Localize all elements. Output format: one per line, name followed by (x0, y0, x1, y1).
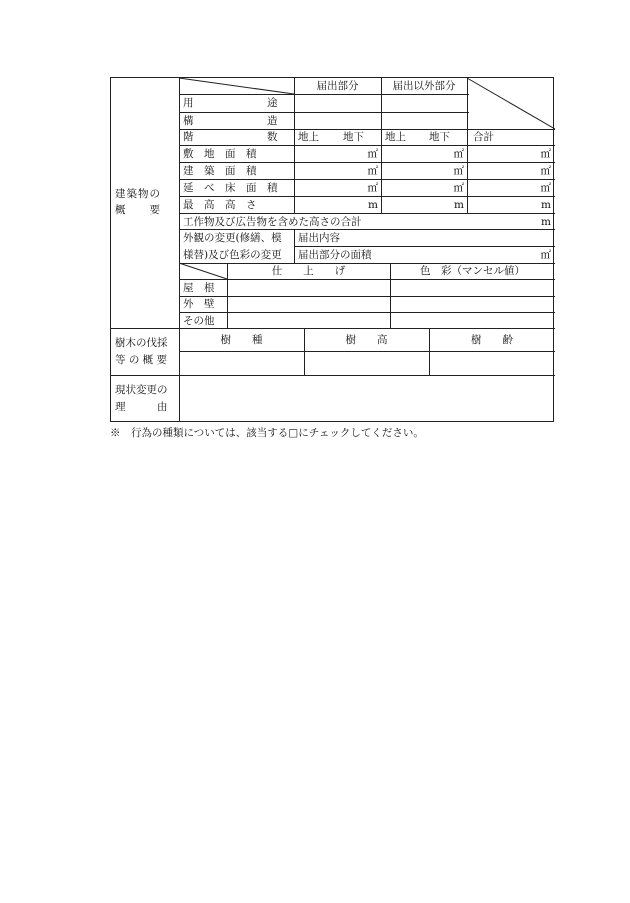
header-notified-part: 届出部分 (316, 80, 359, 92)
header-other-part: 届出以外部分 (392, 80, 456, 92)
notified-area-label: 届出部分の面積 (298, 249, 372, 261)
other-label: その他 (183, 315, 215, 327)
unit-sqm: ㎡ (367, 165, 378, 177)
unit-meter: m (368, 199, 378, 211)
unit-sqm: ㎡ (540, 249, 551, 261)
row-divider (179, 145, 555, 146)
tree-height-header: 樹 高 (345, 334, 388, 346)
reason-section-label: 現状変更の (115, 384, 168, 396)
row-divider (294, 246, 555, 247)
combined-height-label: 工作物及び広告物を含めた高さの合計 (183, 216, 362, 228)
unit-sqm: ㎡ (367, 148, 378, 160)
row-label-building-area: 建 築 面 積 (183, 165, 257, 177)
unit-sqm: ㎡ (540, 182, 551, 194)
floors-above-label: 地上 (385, 131, 406, 143)
row-label-site-area: 敷 地 面 積 (183, 148, 257, 160)
trees-section-label: 樹木の伐採 (115, 337, 168, 349)
row-divider (179, 263, 555, 264)
unit-sqm: ㎡ (453, 165, 464, 177)
unit-meter: m (541, 216, 551, 228)
reason-section-label: 理 由 (115, 401, 168, 413)
row-divider (179, 162, 555, 163)
building-section-label: 概 要 (115, 204, 161, 216)
unit-meter: m (454, 199, 464, 211)
row-divider (179, 351, 555, 352)
row-divider (179, 196, 555, 197)
color-header: 色 彩（マンセル値） (420, 265, 525, 277)
floors-total-label: 合計 (473, 131, 494, 143)
section-divider (179, 78, 180, 328)
header-diagonal-line (467, 78, 555, 129)
unit-sqm: ㎡ (367, 182, 378, 194)
unit-sqm: ㎡ (453, 182, 464, 194)
row-divider (179, 213, 555, 214)
row-divider (179, 129, 555, 130)
notified-content-label: 届出内容 (298, 232, 340, 244)
finish-header: 仕 上 げ (271, 265, 346, 277)
header-diagonal-line (179, 78, 294, 94)
tree-species-header: 樹 種 (220, 334, 263, 346)
form-table (110, 77, 554, 422)
row-label-floor-area: 延 べ 床 面 積 (183, 182, 278, 194)
finish-diagonal-line (179, 263, 227, 279)
wall-label: 外 壁 (183, 298, 215, 310)
tree-age-header: 樹 齢 (471, 334, 513, 346)
section-divider (111, 328, 555, 329)
row-divider (179, 296, 555, 297)
row-label-use: 用 途 (183, 97, 278, 109)
row-label-structure: 構 造 (183, 115, 278, 127)
row-divider (179, 94, 469, 95)
unit-meter: m (541, 199, 551, 211)
appearance-change-label: 外観の変更(修繕、模 (183, 232, 282, 244)
row-divider (179, 179, 555, 180)
footnote: ※ 行為の種類については、該当する□にチェックしてください。 (110, 427, 424, 439)
row-divider (179, 279, 555, 280)
row-divider (179, 312, 555, 313)
row-divider (179, 112, 469, 113)
appearance-change-label: 様替)及び色彩の変更 (183, 249, 282, 261)
row-label-floors: 階 数 (183, 131, 278, 143)
unit-sqm: ㎡ (540, 165, 551, 177)
floors-below-label: 地下 (343, 131, 364, 143)
section-divider (111, 375, 555, 376)
trees-section-label: 等 の 概 要 (115, 354, 168, 366)
row-divider (179, 229, 555, 230)
floors-below-label: 地下 (429, 131, 450, 143)
floors-above-label: 地上 (298, 131, 319, 143)
row-label-max-height: 最 高 高 さ (183, 199, 257, 211)
building-section-label: 建築物の (115, 188, 161, 200)
unit-sqm: ㎡ (540, 148, 551, 160)
unit-sqm: ㎡ (453, 148, 464, 160)
roof-label: 屋 根 (183, 282, 215, 294)
